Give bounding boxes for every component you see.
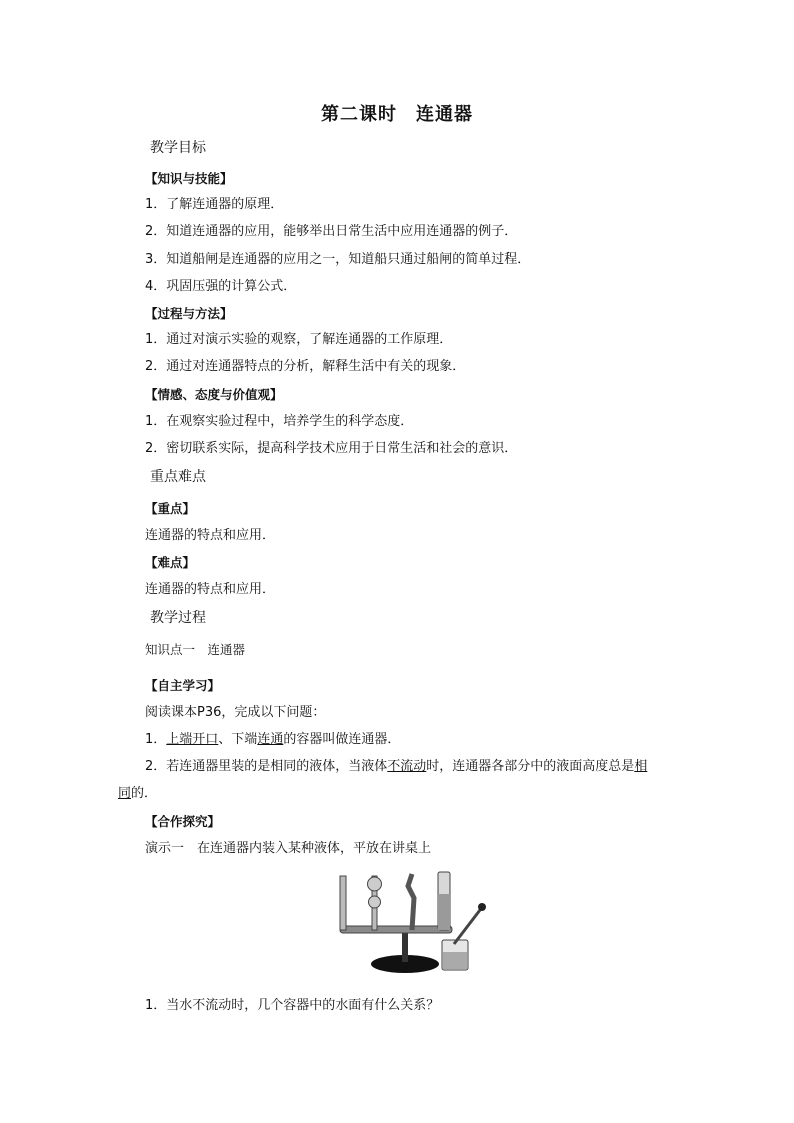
q2-middle: 时，连通器各部分中的液面高度总是 [426, 759, 635, 774]
heading-process: 教学过程 [150, 610, 206, 626]
heading-key: 【重点】 [145, 501, 196, 516]
page-title: 第二课时 连通器 [321, 104, 473, 125]
read-instruction: 阅读课本P36，完成以下问题： [145, 705, 326, 720]
difficult-text: 连通器的特点和应用． [145, 582, 276, 597]
connected-vessel-figure [330, 868, 490, 978]
heading-self-study: 【自主学习】 [145, 678, 221, 693]
q1-suffix: 的容器叫做连通器． [283, 732, 401, 747]
heading-objectives: 教学目标 [150, 140, 206, 156]
ks-item-1: 1．了解连通器的原理． [145, 197, 284, 212]
em-item-1: 1．在观察实验过程中，培养学生的科学态度． [145, 414, 414, 429]
q1-answer-a: 上端开口 [166, 732, 219, 747]
q1-middle: 、下端 [218, 732, 258, 747]
knowledge-point-1: 知识点一 连通器 [145, 642, 246, 657]
heading-knowledge-skills: 【知识与技能】 [145, 171, 233, 186]
heading-difficult: 【难点】 [145, 555, 196, 570]
ks-item-3: 3．知道船闸是连通器的应用之一，知道船只通过船闸的简单过程． [145, 252, 531, 267]
heading-emotion: 【情感、态度与价值观】 [145, 387, 283, 402]
question-line-1 [145, 731, 400, 749]
ks-item-2: 2．知道连通器的应用，能够举出日常生活中应用连通器的例子． [145, 224, 518, 239]
q1-answer-b: 连通 [257, 732, 284, 747]
pm-item-1: 1．通过对演示实验的观察，了解连通器的工作原理． [145, 332, 453, 347]
question-line-2 [145, 758, 647, 776]
em-item-2: 2．密切联系实际，提高科学技术应用于日常生活和社会的意识． [145, 441, 518, 456]
q2-prefix: 2．若连通器里装的是相同的液体，当液体 [145, 759, 388, 774]
pm-item-2: 2．通过对连通器特点的分析，解释生活中有关的现象． [145, 359, 466, 374]
key-text: 连通器的特点和应用． [145, 528, 276, 543]
question-line-2-cont [118, 785, 157, 803]
ks-item-4: 4．巩固压强的计算公式． [145, 279, 297, 294]
q2-answer-a: 不流动 [387, 759, 427, 774]
heading-keypoints: 重点难点 [150, 469, 206, 485]
demo-1: 演示一 在连通器内装入某种液体，平放在讲桌上 [145, 841, 432, 856]
heading-process-method: 【过程与方法】 [145, 306, 233, 321]
heading-coop: 【合作探究】 [145, 814, 221, 829]
q1-prefix: 1． [145, 732, 167, 747]
q2-answer-b-cont: 同 [118, 786, 132, 801]
question-1: 1．当水不流动时，几个容器中的水面有什么关系？ [145, 998, 440, 1013]
q2-answer-b: 相 [634, 759, 648, 774]
q2-suffix: 的． [131, 786, 158, 801]
